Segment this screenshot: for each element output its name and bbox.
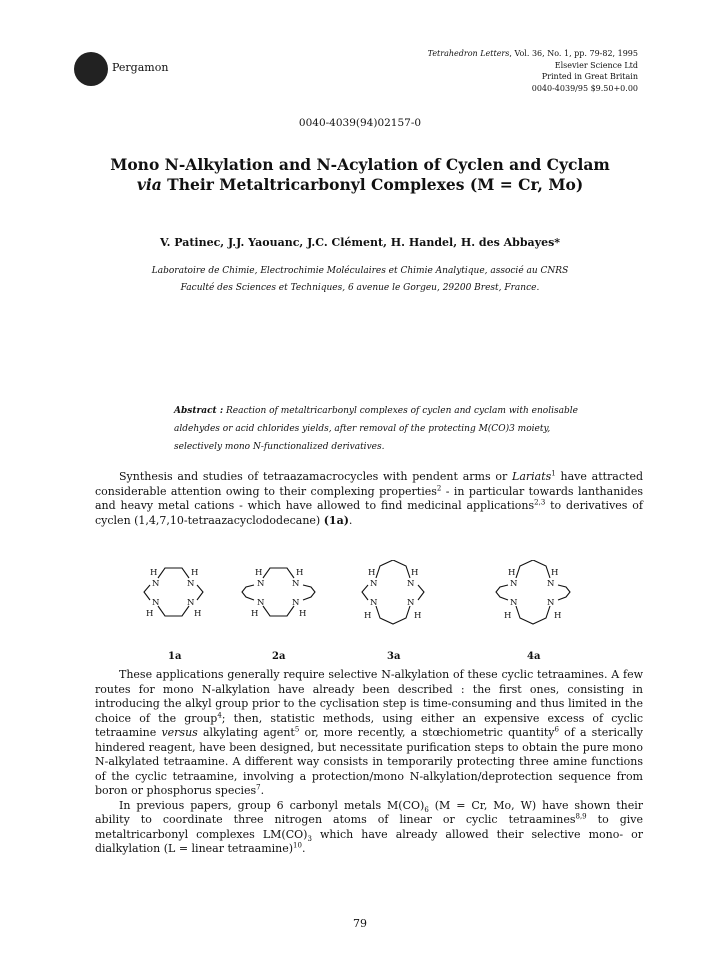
doi: 0040-4039(94)02157-0 [298, 117, 422, 129]
affiliation-line-2: Faculté des Sciences et Techniques, 6 avenue le Gorgeu, 29200 Brest, France. [180, 283, 540, 293]
atom-n: N [547, 598, 555, 608]
atom-n: N [187, 579, 195, 589]
atom-h: H [411, 568, 419, 578]
label-1a: 1a [168, 651, 182, 662]
paragraph-1: Synthesis and studies of tetraazamacrocycles with pendent arms or Lariats$^1$ have attracted considerable attention owing to their complexing properties$^2$ - in particular towards lanthanides and heavy metal cations - which have allowed to find medicinal applications$^{2,3}$ to derivatives of cyclen (1,4,7,10-tetraazacyclododecane) (1a). [95, 469, 643, 527]
atom-h: H [368, 568, 376, 578]
body-text-continued [95, 668, 643, 857]
atom-h: H [194, 609, 202, 619]
atom-n: N [257, 579, 265, 589]
abstract-text: Reaction of metaltricarbonyl complexes of cyclen and cyclam with enolisable aldehydes or acid chlorides yields, after removal of the protecting M(CO)3 moiety, selectively mono N-functionalized derivatives. [174, 406, 578, 452]
copyright: Elsevier Science Ltd [554, 60, 638, 70]
atom-h: H [364, 611, 372, 621]
atom-n: N [292, 579, 300, 589]
affiliation [60, 263, 660, 297]
paragraph-2: These applications generally require selective N-alkylation of these cyclic tetraamines. A few routes for mono N-alkylation have already been described : the first ones, consisting in introducing the alkyl group prior to the cyclisation step is time-consuming and thus limited in the choice of the group$^4$; then, statistic methods, using either an expensive excess of cyclic tetraamine versus alkylating agent$^5$ or, more recently, a stœchiometric quantity$^6$ of a sterically hindered reagent, have been designed, but necessitate purification steps to obtain the pure mono N-alkylated tetraamine. A different way consists in temporarily protecting three amine functions of the cyclic tetraamine, involving a protection/mono N-alkylation/deprotection sequence from boron or phosphorus species$^7$. [95, 668, 644, 797]
authors: V. Patinec, J.J. Yaouanc, J.C. Clément, H. Handel, H. des Abbayes* [159, 236, 561, 249]
atom-h: H [191, 568, 199, 578]
journal-ref: , Vol. 36, No. 1, pp. 79-82, 1995 [509, 49, 638, 58]
atom-h: H [554, 611, 562, 621]
atom-h: H [146, 609, 154, 619]
atom-h: H [414, 611, 422, 621]
atom-h: H [508, 568, 516, 578]
atom-n: N [187, 598, 195, 608]
printed-in: Printed in Great Britain [541, 72, 638, 81]
atom-h: H [299, 609, 307, 619]
atom-h: H [150, 568, 158, 578]
journal-info [428, 48, 638, 94]
label-2a: 2a [272, 651, 286, 662]
atom-n: N [510, 579, 518, 589]
atom-h: H [504, 611, 512, 621]
atom-n: N [407, 579, 415, 589]
atom-n: N [292, 598, 300, 608]
atom-n: N [547, 579, 555, 589]
atom-n: N [257, 598, 265, 608]
label-3a: 3a [387, 651, 401, 662]
title-line-2: via Their Metaltricarbonyl Complexes (M = Cr, Mo) [136, 175, 584, 194]
atom-n: N [152, 579, 160, 589]
journal-name: Tetrahedron Letters [427, 49, 510, 58]
atom-n: N [370, 598, 378, 608]
atom-n: N [510, 598, 518, 608]
abstract-label: Abstract : [174, 406, 224, 416]
atom-h: H [296, 568, 304, 578]
pergamon-logo-icon [74, 52, 108, 86]
atom-n: N [370, 579, 378, 589]
issn-price: 0040-4039/95 $9.50+0.00 [531, 83, 638, 93]
atom-h: H [251, 609, 259, 619]
macrocycle-structures-figure [0, 560, 720, 660]
page-number: 79 [353, 917, 367, 930]
publisher-name: Pergamon [112, 61, 169, 74]
atom-n: N [152, 598, 160, 608]
paragraph-3: In previous papers, group 6 carbonyl metals $M(CO)_6$ (M = Cr, Mo, W) have shown their ability to coordinate three nitrogen atoms of linear or cyclic tetraamines$^{8,9}$ to give metaltricarbonyl complexes $LM(CO)_3$ which have already allowed their selective mono- or dialkylation (L = linear tetraamine)$^{10}$. [95, 798, 644, 855]
atom-h: H [255, 568, 263, 578]
paper-title [60, 155, 660, 195]
affiliation-line-1: Laboratoire de Chimie, Electrochimie Moléculaires et Chimie Analytique, associé au CNRS [151, 266, 569, 276]
label-4a: 4a [527, 651, 541, 662]
title-line-1: Mono N-Alkylation and N-Acylation of Cyclen and Cyclam [110, 155, 610, 174]
abstract [174, 402, 594, 456]
atom-h: H [551, 568, 559, 578]
atom-n: N [407, 598, 415, 608]
